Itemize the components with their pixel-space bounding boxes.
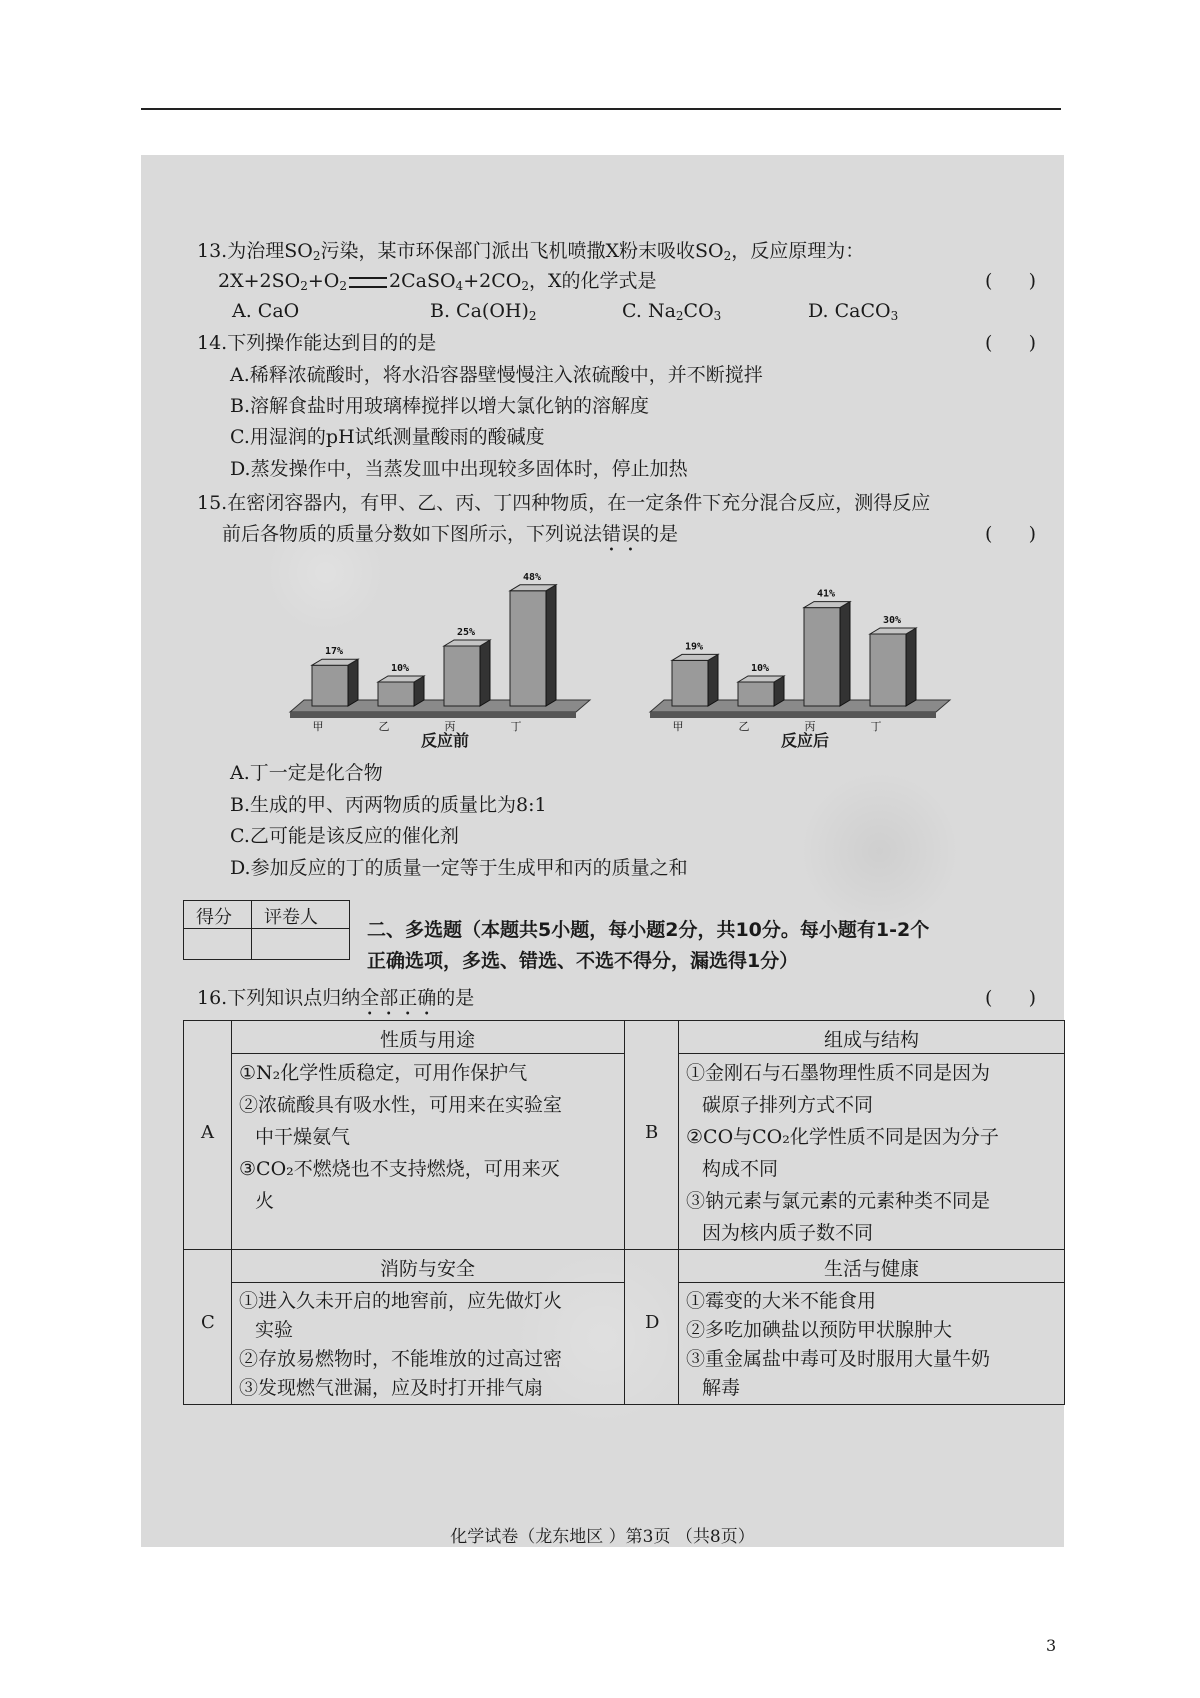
chart-before-title: 反应前 [420, 731, 469, 750]
q14-answer-blank: ( ) [985, 332, 1037, 354]
chart-after-bar-1 [672, 654, 718, 706]
q13-option-a: A. CaO [232, 300, 300, 322]
chart-after-bar-3 [804, 602, 850, 706]
chart-after-category-4: 丁 [870, 720, 882, 733]
chart-before-category-4: 丁 [510, 720, 522, 733]
chart-before [290, 560, 600, 750]
q13-option-c: C. $Na_2CO_3$ [622, 300, 722, 323]
chart-before-bar-2 [378, 676, 424, 706]
chart-after-floor-edge [650, 712, 936, 718]
chart-after-value-label-3: 41% [816, 588, 836, 600]
page-footer: 化学试卷（龙东地区 ）第3页 （共8页） [450, 1527, 755, 1547]
q16-b-heading: 组成与结构 [823, 1029, 919, 1051]
q14-stem: 14.下列操作能达到目的的是 [197, 332, 437, 354]
q16-a-line4: ③CO₂不燃烧也不支持燃烧，可用来灭 [239, 1158, 560, 1180]
q16-c-line2: 实验 [255, 1319, 294, 1341]
chart-after-bar-2 [738, 676, 784, 706]
q16-d-line2: ②多吃加碘盐以预防甲状腺肿大 [686, 1319, 953, 1341]
chart-before-value-label-3: 25% [456, 627, 476, 638]
chart-before-value-label-4: 48% [522, 571, 542, 583]
q13-stem-line1: 13.为治理$SO_2$污染，某市环保部门派出飞机喷撒X粉末吸收$SO_2$，反应原理为： [197, 240, 865, 263]
q16-d-letter: D [645, 1312, 660, 1333]
q13-answer-blank: ( ) [985, 270, 1037, 292]
q16-a-line5: 火 [255, 1190, 275, 1212]
chart-before-category-3: 丙 [444, 720, 456, 733]
chart-before-category-2: 乙 [378, 720, 390, 733]
section2-heading-line1: 二、多选题（本题共5小题，每小题2分，共10分。每小题有1-2个 [367, 919, 930, 941]
q16-table [183, 1020, 1065, 1405]
section2-heading-line2: 正确选项，多选、错选、不选不得分，漏选得1分） [367, 950, 799, 972]
chart-before-bar-3 [444, 640, 490, 706]
q16-b-letter: B [645, 1122, 659, 1143]
q14-option-c: C.用湿润的pH试纸测量酸雨的酸碱度 [230, 426, 545, 448]
q14-option-b: B.溶解食盐时用玻璃棒搅拌以增大氯化钠的溶解度 [230, 395, 650, 417]
q13-option-b: B. $Ca(OH)_2$ [430, 300, 537, 323]
q16-a-line3: 中干燥氨气 [255, 1126, 351, 1148]
q16-b-line4: 构成不同 [702, 1158, 779, 1180]
q16-c-line1: ①进入久未开启的地窖前，应先做灯火 [239, 1290, 563, 1312]
q16-answer-blank: ( ) [985, 987, 1037, 1009]
q16-c-line4: ③发现燃气泄漏，应及时打开排气扇 [239, 1377, 544, 1399]
grader-label: 评卷人 [264, 907, 318, 928]
header-rule [141, 108, 1061, 110]
q13-equation: $2X+2SO_2+O_2$ $2CaSO_4+2CO_2$，X的化学式是 [218, 270, 657, 293]
q16-b-line2: 碳原子排列方式不同 [702, 1094, 874, 1116]
chart-before-value-label-2: 10% [390, 663, 410, 674]
chart-after [650, 560, 960, 750]
q16-d-line3: ③重金属盐中毒可及时服用大量牛奶 [686, 1348, 991, 1370]
q13-option-d: D. CaCO$_3$ [808, 300, 899, 323]
chart-before-value-label-1: 17% [324, 646, 344, 658]
chart-before-floor-edge [290, 712, 576, 718]
chart-after-category-1: 甲 [672, 720, 684, 733]
q15-option-d: D.参加反应的丁的质量一定等于生成甲和丙的质量之和 [230, 857, 688, 879]
q16-b-line5: ③钠元素与氯元素的元素种类不同是 [686, 1190, 991, 1212]
score-box [183, 900, 350, 960]
q15-stem-line2: 前后各物质的质量分数如下图所示，下列说法错误的是 [222, 523, 679, 545]
score-label: 得分 [196, 907, 232, 928]
page-number: 3 [1046, 1636, 1057, 1655]
q16-d-line1: ①霉变的大米不能食用 [686, 1290, 877, 1312]
q15-option-c: C.乙可能是该反应的催化剂 [230, 825, 459, 847]
chart-after-value-label-1: 19% [684, 641, 704, 653]
chart-before-bar-1 [312, 659, 358, 706]
chart-after-svg [650, 560, 960, 733]
chart-after-bar-4 [870, 628, 916, 706]
q15-option-a: A.丁一定是化合物 [230, 762, 383, 784]
q16-b-line6: 因为核内质子数不同 [702, 1222, 874, 1244]
q16-b-line1: ①金刚石与石墨物理性质不同是因为 [686, 1062, 991, 1084]
q15-stem-line1: 15.在密闭容器内，有甲、乙、丙、丁四种物质，在一定条件下充分混合反应，测得反应 [197, 492, 931, 514]
q16-d-line4: 解毒 [702, 1377, 741, 1399]
chart-after-value-label-2: 10% [750, 663, 770, 674]
chart-before-bar-4 [510, 585, 556, 706]
q16-d-heading: 生活与健康 [823, 1258, 919, 1280]
chart-after-category-3: 丙 [804, 720, 816, 733]
q16-b-line3: ②CO与CO₂化学性质不同是因为分子 [686, 1126, 999, 1148]
equals-sign [349, 277, 387, 288]
q16-a-line1: ①N₂化学性质稳定，可用作保护气 [239, 1062, 528, 1084]
q14-option-d: D.蒸发操作中，当蒸发皿中出现较多固体时，停止加热 [230, 458, 688, 480]
q14-option-a: A.稀释浓硫酸时，将水沿容器壁慢慢注入浓硫酸中，并不断搅拌 [230, 364, 763, 386]
q16-a-line2: ②浓硫酸具有吸水性，可用来在实验室 [239, 1094, 563, 1116]
chart-before-svg [290, 560, 600, 733]
chart-after-category-2: 乙 [738, 720, 750, 733]
q16-c-letter: C [201, 1312, 215, 1333]
q16-stem: 16.下列知识点归纳全部正确的是 [197, 987, 475, 1009]
q16-a-heading: 性质与用途 [379, 1029, 475, 1051]
chart-after-title: 反应后 [780, 731, 829, 750]
q15-answer-blank: ( ) [985, 523, 1037, 545]
q15-option-b: B.生成的甲、丙两物质的质量比为8:1 [230, 794, 547, 816]
q16-c-line3: ②存放易燃物时，不能堆放的过高过密 [239, 1348, 563, 1370]
q16-a-letter: A [201, 1122, 214, 1143]
q16-c-heading: 消防与安全 [379, 1258, 475, 1280]
chart-before-category-1: 甲 [312, 720, 324, 733]
chart-after-value-label-4: 30% [882, 615, 902, 626]
